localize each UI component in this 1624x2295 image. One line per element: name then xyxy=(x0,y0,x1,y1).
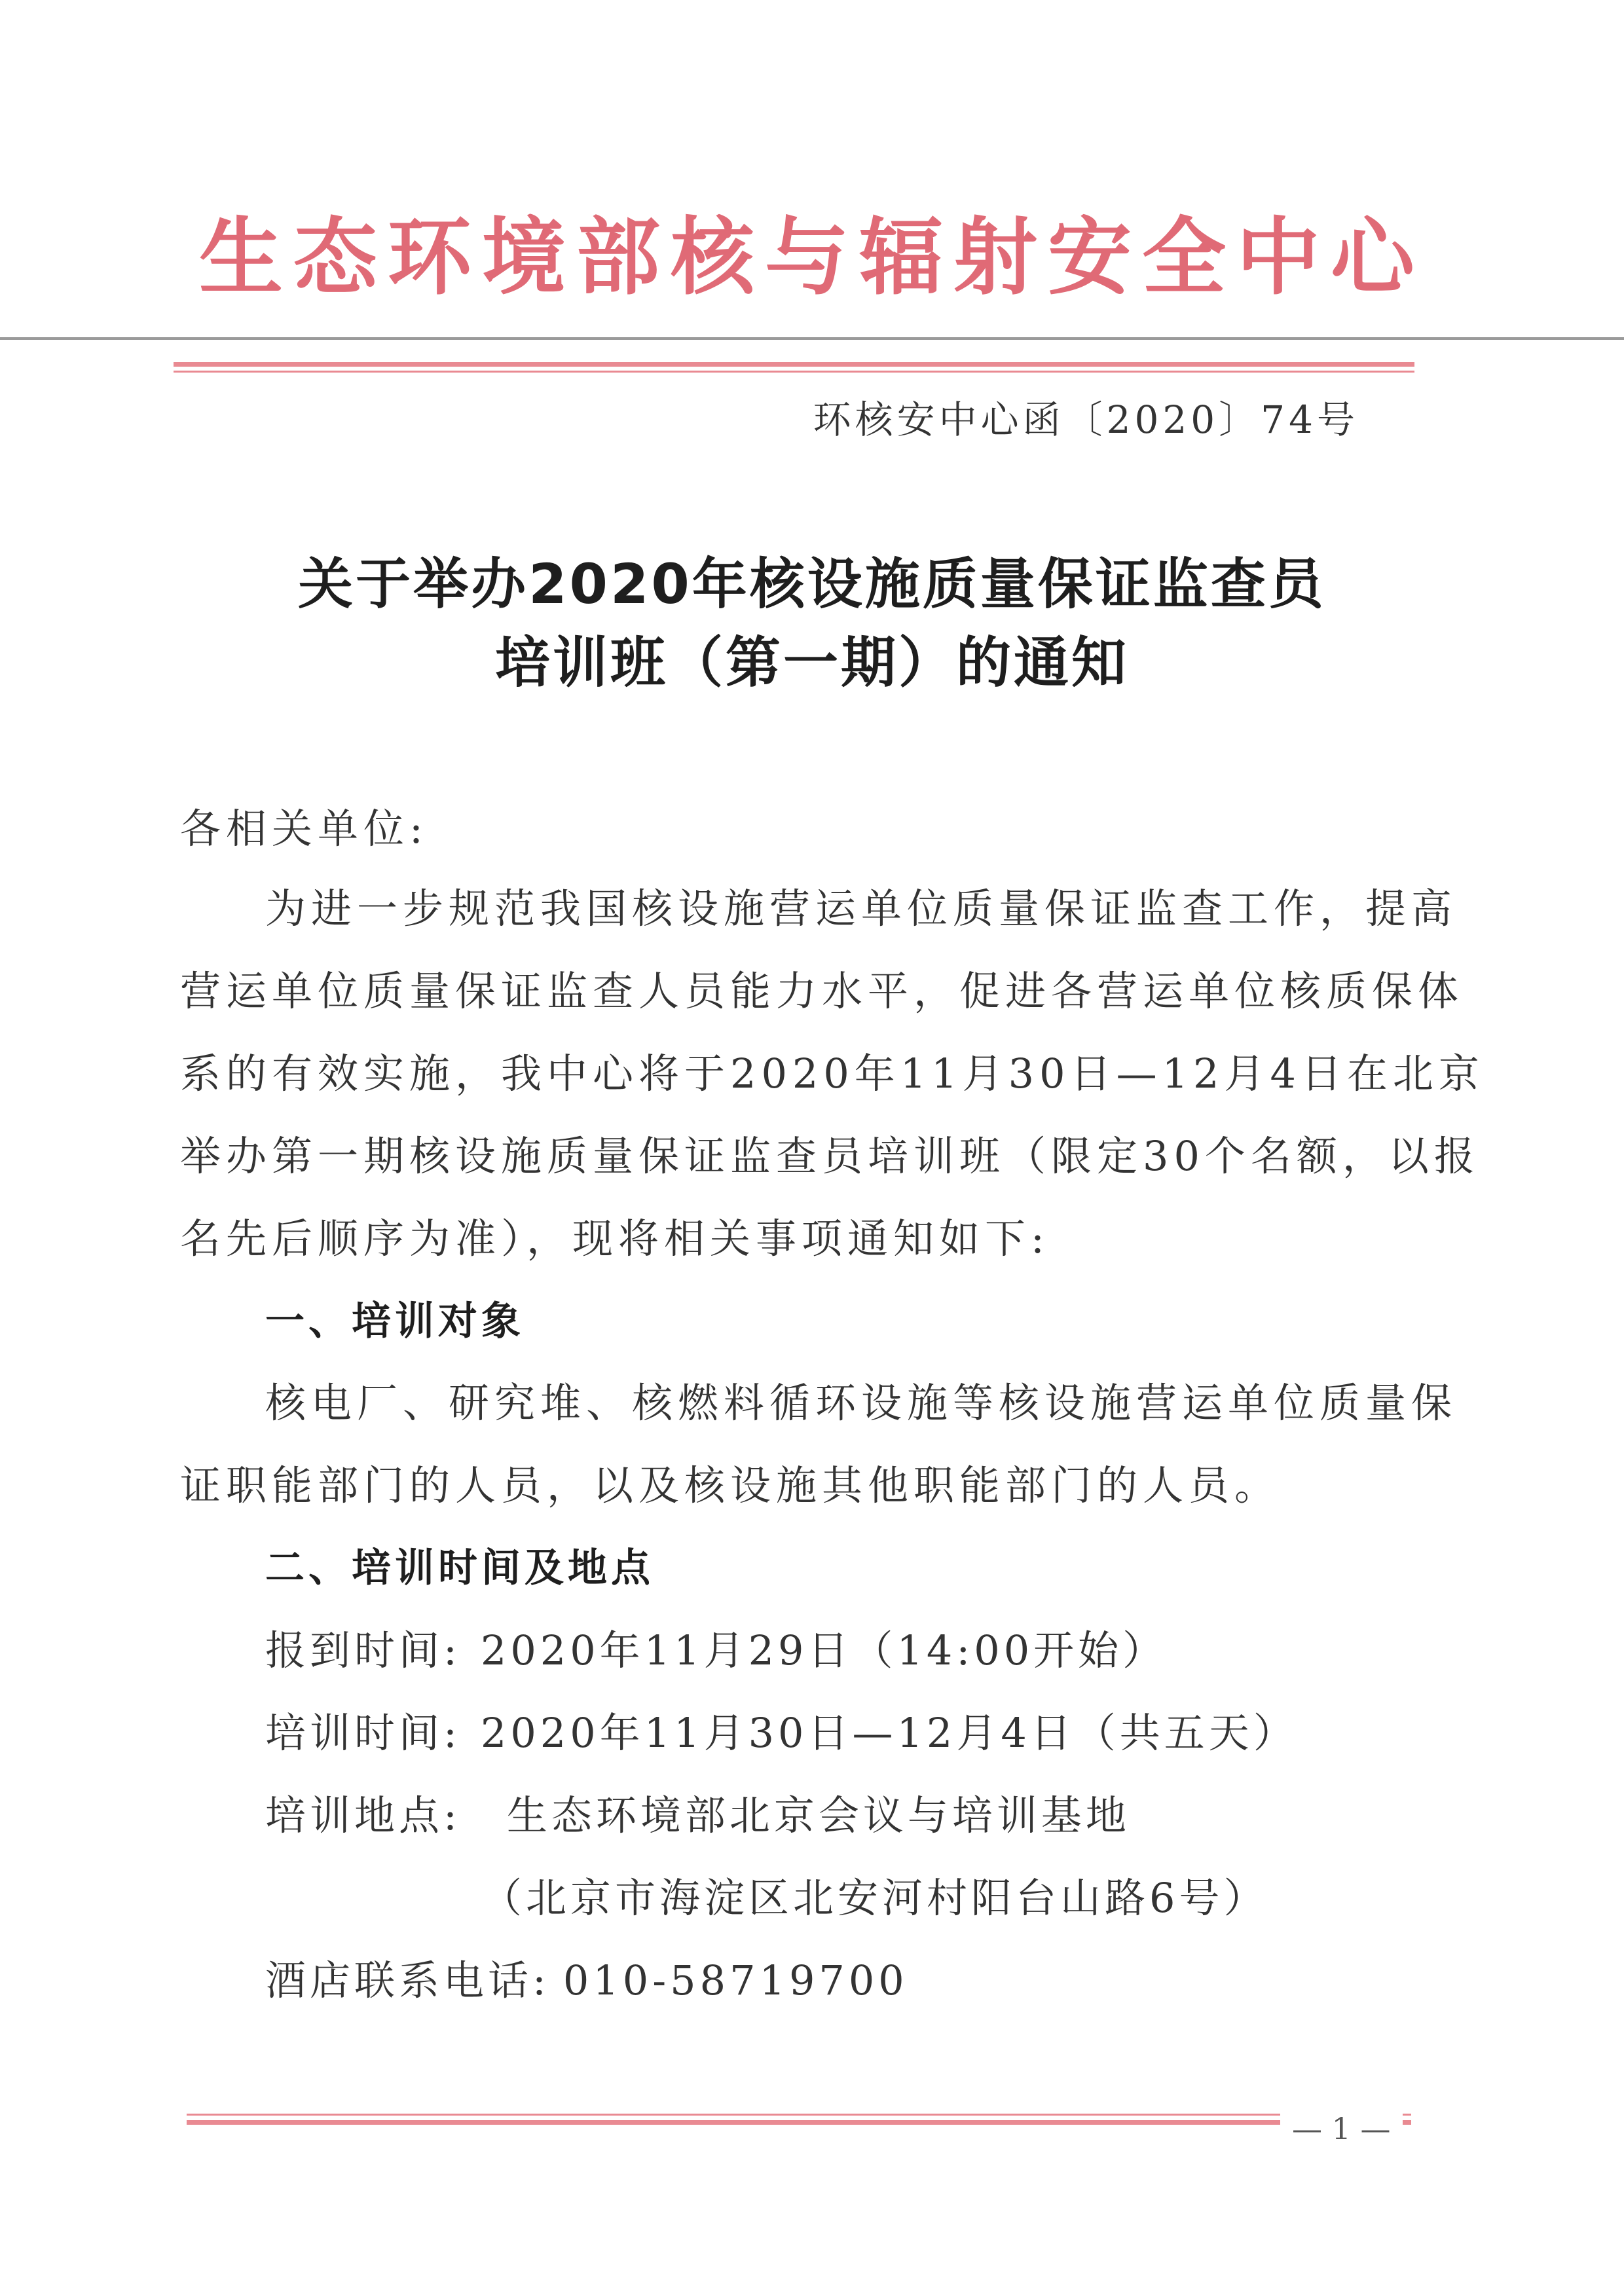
scan-border-line xyxy=(0,337,1624,340)
training-venue-row xyxy=(265,1791,1130,1839)
intro-line: 名先后顺序为准），现将相关事项通知如下: xyxy=(180,1215,1050,1262)
section1-line: 证职能部门的人员，以及核设施其他职能部门的人员。 xyxy=(180,1461,1281,1509)
checkin-time-row xyxy=(265,1626,1168,1674)
checkin-time-value: 2020年11月29日（14:00开始） xyxy=(480,1626,1168,1674)
training-venue-address: （北京市海淀区北安河村阳台山路6号） xyxy=(481,1874,1268,1922)
section-heading-training-target: 一、培训对象 xyxy=(265,1298,525,1344)
checkin-time-label: 报到时间: xyxy=(265,1626,461,1674)
section-heading-time-location: 二、培训时间及地点 xyxy=(265,1545,654,1591)
footer-red-rule-thick xyxy=(187,2120,1411,2125)
header-red-rule-thick xyxy=(174,362,1414,367)
document-title-line-2: 培训班（第一期）的通知 xyxy=(494,631,1129,695)
document-title-line-1: 关于举办2020年核设施质量保证监查员 xyxy=(298,552,1326,616)
hotel-phone-value: 010-58719700 xyxy=(563,1956,908,2004)
letterhead-org-name: 生态环境部核与辐射安全中心 xyxy=(198,209,1425,306)
training-venue-label: 培训地点: xyxy=(265,1791,461,1839)
training-venue-value: 生态环境部北京会议与培训基地 xyxy=(506,1791,1130,1839)
salutation: 各相关单位: xyxy=(180,805,428,853)
intro-line: 为进一步规范我国核设施营运单位质量保证监查工作，提高 xyxy=(265,885,1458,932)
hotel-phone-label: 酒店联系电话: xyxy=(265,1956,550,2004)
footer-red-rule-thin xyxy=(187,2114,1411,2116)
section1-line: 核电厂、研究堆、核燃料循环设施等核设施营运单位质量保 xyxy=(265,1379,1458,1427)
hotel-phone-row xyxy=(265,1956,908,2004)
header-red-rule-thin xyxy=(174,371,1414,373)
training-time-row xyxy=(265,1709,1298,1757)
training-time-value: 2020年11月30日—12月4日（共五天） xyxy=(480,1709,1298,1757)
page-number: — 1 — xyxy=(1280,2114,1403,2144)
intro-line: 举办第一期核设施质量保证监查员培训班（限定30个名额，以报 xyxy=(180,1132,1480,1180)
document-number: 环核安中心函〔2020〕74号 xyxy=(813,397,1359,442)
intro-line: 营运单位质量保证监查人员能力水平，促进各营运单位核质保体 xyxy=(180,967,1464,1015)
training-time-label: 培训时间: xyxy=(265,1709,461,1757)
intro-line: 系的有效实施，我中心将于2020年11月30日—12月4日在北京 xyxy=(180,1050,1485,1097)
